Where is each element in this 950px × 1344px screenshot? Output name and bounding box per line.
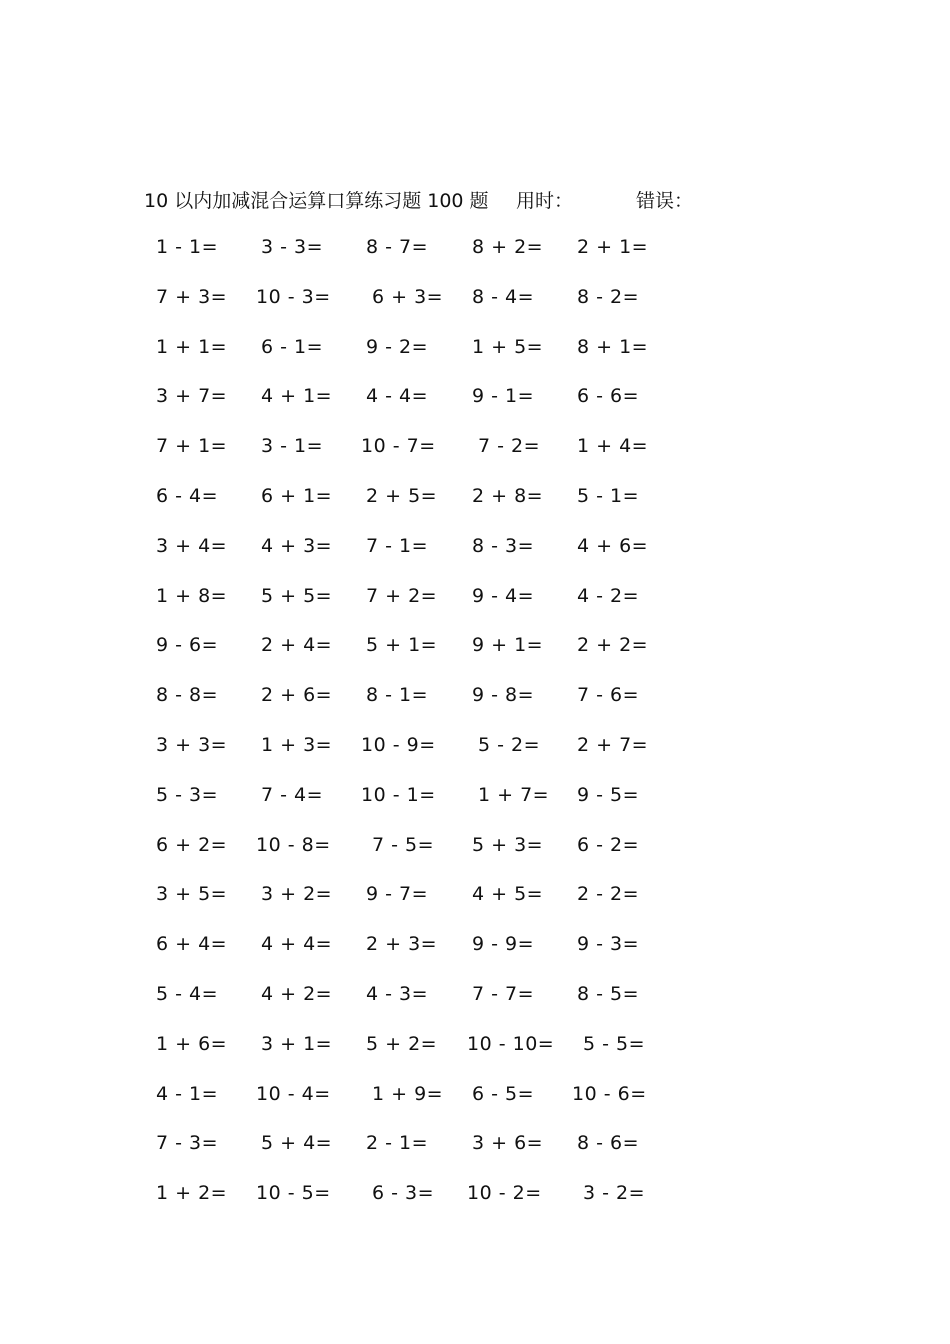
arithmetic-problem: 3 + 2=	[261, 883, 333, 906]
arithmetic-problem: 6 - 5=	[472, 1082, 535, 1105]
problem-row	[0, 385, 950, 415]
arithmetic-problem: 2 - 2=	[577, 883, 640, 906]
arithmetic-problem: 1 + 7=	[478, 783, 550, 806]
arithmetic-problem: 10 - 9=	[361, 734, 436, 756]
arithmetic-problem: 5 + 2=	[366, 1032, 438, 1055]
arithmetic-problem: 6 + 3=	[372, 285, 444, 308]
arithmetic-problem: 9 - 2=	[366, 335, 429, 358]
arithmetic-problem: 10 - 4=	[256, 1082, 331, 1105]
arithmetic-problem: 2 - 1=	[366, 1132, 429, 1155]
problem-row	[0, 1132, 950, 1162]
arithmetic-problem: 5 + 1=	[366, 634, 438, 657]
arithmetic-problem: 3 - 2=	[583, 1182, 646, 1205]
arithmetic-problem: 7 - 2=	[478, 435, 541, 458]
arithmetic-problem: 3 + 4=	[156, 534, 228, 557]
arithmetic-problem: 9 - 7=	[366, 883, 429, 906]
arithmetic-problem: 6 - 1=	[261, 335, 324, 358]
problem-row	[0, 684, 950, 714]
arithmetic-problem: 2 + 3=	[366, 933, 438, 956]
arithmetic-problem: 1 + 4=	[577, 435, 649, 458]
arithmetic-problem: 5 - 4=	[156, 983, 219, 1005]
arithmetic-problem: 5 - 2=	[478, 734, 541, 756]
arithmetic-problem: 3 + 5=	[156, 883, 228, 906]
arithmetic-problem: 1 + 3=	[261, 734, 333, 756]
arithmetic-problem: 7 + 2=	[366, 584, 438, 607]
problem-row	[0, 1182, 950, 1212]
arithmetic-problem: 10 - 3=	[256, 285, 331, 308]
arithmetic-problem: 2 + 7=	[577, 734, 649, 756]
arithmetic-problem: 10 - 1=	[361, 783, 436, 806]
arithmetic-problem: 10 - 5=	[256, 1182, 331, 1205]
problem-row	[0, 535, 950, 565]
arithmetic-problem: 1 + 2=	[156, 1182, 228, 1205]
arithmetic-problem: 8 - 2=	[577, 285, 640, 308]
arithmetic-problem: 6 - 6=	[577, 385, 640, 408]
arithmetic-problem: 7 - 3=	[156, 1132, 219, 1155]
arithmetic-problem: 7 - 5=	[372, 833, 435, 856]
arithmetic-problem: 8 - 7=	[366, 236, 429, 258]
worksheet-title: 10 以内加减混合运算口算练习题 100 题	[144, 190, 489, 212]
arithmetic-problem: 4 + 5=	[472, 883, 544, 906]
arithmetic-problem: 3 - 3=	[261, 236, 324, 258]
arithmetic-problem: 3 - 1=	[261, 435, 324, 458]
arithmetic-problem: 6 - 2=	[577, 833, 640, 856]
arithmetic-problem: 5 - 5=	[583, 1032, 646, 1055]
arithmetic-problem: 6 - 4=	[156, 485, 219, 507]
arithmetic-problem: 10 - 8=	[256, 833, 331, 856]
arithmetic-problem: 3 + 6=	[472, 1132, 544, 1155]
arithmetic-problem: 6 + 4=	[156, 933, 228, 956]
arithmetic-problem: 3 + 3=	[156, 734, 228, 756]
time-used-label: 用时：	[516, 190, 574, 212]
arithmetic-problem: 4 + 1=	[261, 385, 333, 408]
arithmetic-problem: 8 - 4=	[472, 285, 535, 308]
arithmetic-problem: 5 - 1=	[577, 485, 640, 507]
arithmetic-problem: 1 - 1=	[156, 236, 219, 258]
arithmetic-problem: 4 - 1=	[156, 1082, 219, 1105]
problem-row	[0, 286, 950, 316]
arithmetic-problem: 8 - 6=	[577, 1132, 640, 1155]
arithmetic-problem: 4 - 2=	[577, 584, 640, 607]
problem-row	[0, 1083, 950, 1113]
problem-row	[0, 734, 950, 764]
arithmetic-problem: 4 + 2=	[261, 983, 333, 1005]
arithmetic-problem: 6 + 1=	[261, 485, 333, 507]
arithmetic-problem: 10 - 2=	[467, 1182, 542, 1205]
arithmetic-problem: 2 + 8=	[472, 485, 544, 507]
problem-row	[0, 983, 950, 1013]
arithmetic-problem: 5 - 3=	[156, 783, 219, 806]
arithmetic-problem: 10 - 7=	[361, 435, 436, 458]
arithmetic-problem: 4 - 3=	[366, 983, 429, 1005]
problem-row	[0, 933, 950, 963]
arithmetic-problem: 7 - 1=	[366, 534, 429, 557]
arithmetic-problem: 2 + 4=	[261, 634, 333, 657]
problem-row	[0, 1033, 950, 1063]
arithmetic-problem: 8 + 1=	[577, 335, 649, 358]
arithmetic-problem: 7 - 4=	[261, 783, 324, 806]
arithmetic-problem: 2 + 6=	[261, 684, 333, 707]
arithmetic-problem: 4 + 6=	[577, 534, 649, 557]
arithmetic-problem: 9 + 1=	[472, 634, 544, 657]
arithmetic-problem: 5 + 3=	[472, 833, 544, 856]
problem-row	[0, 435, 950, 465]
arithmetic-problem: 4 - 4=	[366, 385, 429, 408]
arithmetic-problem: 6 + 2=	[156, 833, 228, 856]
arithmetic-problem: 2 + 2=	[577, 634, 649, 657]
problem-row	[0, 883, 950, 913]
arithmetic-problem: 9 - 8=	[472, 684, 535, 707]
arithmetic-problem: 1 + 5=	[472, 335, 544, 358]
arithmetic-problem: 7 - 6=	[577, 684, 640, 707]
arithmetic-problem: 9 - 9=	[472, 933, 535, 956]
arithmetic-problem: 6 - 3=	[372, 1182, 435, 1205]
arithmetic-problem: 8 - 3=	[472, 534, 535, 557]
arithmetic-problem: 5 + 5=	[261, 584, 333, 607]
arithmetic-problem: 9 - 4=	[472, 584, 535, 607]
arithmetic-problem: 5 + 4=	[261, 1132, 333, 1155]
problem-row	[0, 634, 950, 664]
arithmetic-problem: 9 - 6=	[156, 634, 219, 657]
arithmetic-problem: 8 - 1=	[366, 684, 429, 707]
arithmetic-problem: 1 + 6=	[156, 1032, 228, 1055]
arithmetic-problem: 4 + 3=	[261, 534, 333, 557]
problem-row	[0, 236, 950, 266]
arithmetic-problem: 3 + 7=	[156, 385, 228, 408]
problem-row	[0, 336, 950, 366]
arithmetic-problem: 7 + 3=	[156, 285, 228, 308]
arithmetic-problem: 1 + 9=	[372, 1082, 444, 1105]
problem-row	[0, 485, 950, 515]
problem-row	[0, 834, 950, 864]
arithmetic-problem: 8 + 2=	[472, 236, 544, 258]
arithmetic-problem: 1 + 1=	[156, 335, 228, 358]
arithmetic-problem: 8 - 8=	[156, 684, 219, 707]
arithmetic-problem: 2 + 5=	[366, 485, 438, 507]
arithmetic-problem: 10 - 6=	[572, 1082, 647, 1105]
arithmetic-problem: 7 + 1=	[156, 435, 228, 458]
problem-row	[0, 585, 950, 615]
arithmetic-problem: 9 - 5=	[577, 783, 640, 806]
arithmetic-problem: 3 + 1=	[261, 1032, 333, 1055]
problem-row	[0, 784, 950, 814]
arithmetic-problem: 9 - 1=	[472, 385, 535, 408]
arithmetic-problem: 9 - 3=	[577, 933, 640, 956]
arithmetic-problem: 8 - 5=	[577, 983, 640, 1005]
arithmetic-problem: 10 - 10=	[467, 1032, 555, 1055]
arithmetic-problem: 7 - 7=	[472, 983, 535, 1005]
arithmetic-problem: 4 + 4=	[261, 933, 333, 956]
arithmetic-problem: 1 + 8=	[156, 584, 228, 607]
arithmetic-problem: 2 + 1=	[577, 236, 649, 258]
errors-label: 错误：	[636, 190, 694, 212]
